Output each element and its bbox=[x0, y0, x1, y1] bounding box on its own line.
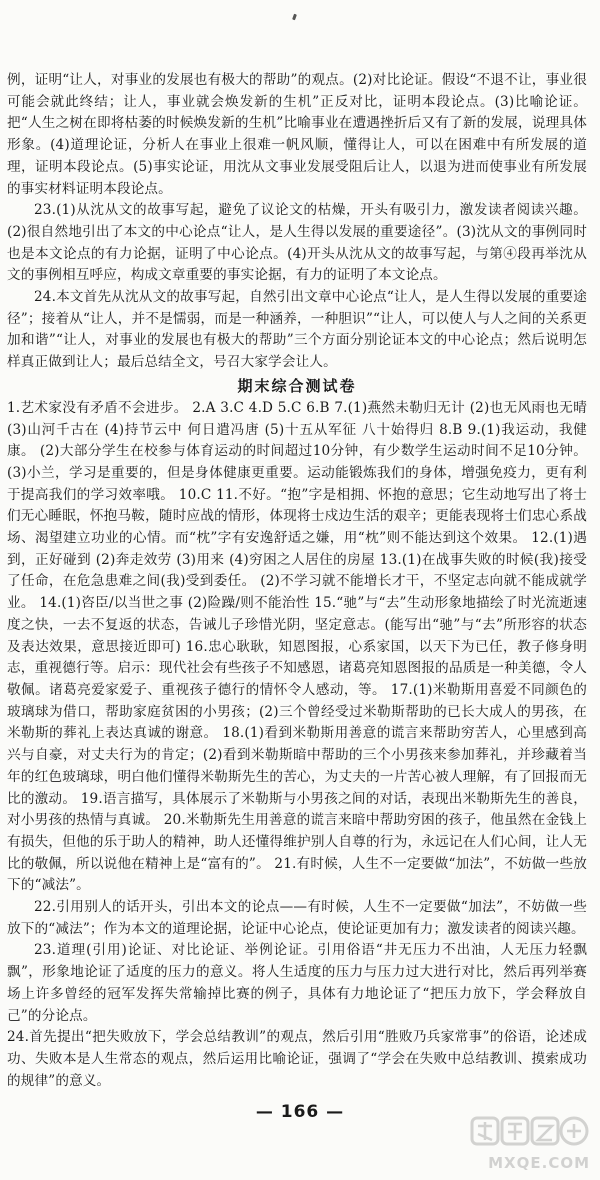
answer-paragraph: 23.(1)从沈从文的故事写起，避免了议论文的枯燥，开头有吸引力，激发读者阅读兴趣。(2)很自然地引出了本文的中心论点“让人，是人生得以发展的重要途径”。(3)沈从文的事例同时也是本文论点的有力论据，证明了中心论点。(4)开头从沈从文的故事写起，与第④段再举沈从文的事例相互呼应，构成文章重要的事实论据，有力的证明了本文论点。 bbox=[7, 202, 587, 284]
section-title: 期末综合测试卷 bbox=[237, 376, 357, 395]
watermark-text: MXQE.COM bbox=[488, 1154, 590, 1172]
stray-mark bbox=[292, 14, 297, 21]
answer-paragraph: 1.艺术家没有矛盾不会进步。 2.A 3.C 4.D 5.C 6.B 7.(1)燕然未勒归无计 (2)也无风雨也无晴 (3)山河千古在 (4)持节云中 何日遣冯唐 (5)十五从军征 八十始得归 8.B 9.(1)我运动，我健康。 (2)大部分学生在校参与体育运动的时间超过10分钟，有少数学生运动时间不足10分钟。 (3)小兰，学习是重要的，但是身体健康更重要。运动能锻炼我们的身体，增强免疫力，更有利于提高我们的学习效率哦。 10.C 11.不好。“抱”字是相拥、怀抱的意思；它生动地写出了将士们无心睡眠，怀抱马鞍，随时应战的情形，体现将士戍边生活的艰辛；更能表现将士们忠心系战场、渴望建立功业的心情。而“枕”字有安逸舒适之嫌，用“枕”则不能达到这个效果。 12.(1)遇到，正好碰到 (2)奔走效劳 (3)用来 (4)穷困之人居住的房屋 13.(1)在战事失败的时候(我)接受了任命，在危急患难之间(我)受到委任。 (2)不学习就不能增长才干，不坚定志向就不能成就学业。 14.(1)咨臣/以当世之事 (2)险躁/则不能治性 15.“驰”与“去”生动形象地描绘了时光流逝速度之快，一去不复返的状态，告诫儿子珍惜光阴，坚定意志。(能写出“驰”与“去”所形容的状态及表达效果，意思接近即可) 16.忠心耿耿，知恩图报，心系家国，以天下为已任，教子修身明志，重视德行等。启示：现代社会有些孩子不知感恩，诸葛亮知恩图报的品质是一种美德，令人敬佩。诸葛亮爱家爱子、重视孩子德行的情怀令人感动，等。 17.(1)米勒斯用喜爱不同颜色的玻璃球为借口，帮助家庭贫困的小男孩；(2)三个曾经受过米勒斯帮助的已长大成人的男孩，在米勒斯的葬礼上表达真诚的谢意。 18.(1)看到米勒斯用善意的谎言来帮助穷苦人，心里感到高兴与自豪，对丈夫行为的肯定；(2)看到米勒斯暗中帮助的三个小男孩来参加葬礼，并珍藏着当年的红色玻璃球，明白他们懂得米勒斯先生的苦心，为丈夫的一片苦心被人理解，有了回报而无比的激动。 19.语言描写，具体展示了米勒斯与小男孩之间的对话，表现出米勒斯先生的善良，对小男孩的热情与真诚。 20.米勒斯先生用善意的谎言来暗中帮助穷困的孩子，他虽然在金钱上有损失，但他的乐于助人的精神，助人还懂得维护别人自尊的行为，永远记在人们心间，让人无比的敬佩，所以说他在精神上是“富有的”。 21.有时候，人生不一定要做“加法”，不妨做一些放下的“减法”。 bbox=[7, 399, 587, 894]
answer-text-body bbox=[7, 70, 587, 1092]
answer-paragraph: 24.本文首先从沈从文的故事写起，自然引出文章中心论点“让人，是人生得以发展的重要途径”；接着从“让人，并不是懦弱，而是一种涵养，一种胆识”“让人，可以使人与人之间的关系更加和谐”“让人，对事业的发展也有极大的帮助”三个方面分别论证本文的中心论点；然后说明怎样真正做到让人；最后总结全文，号召大家学会让人。 bbox=[7, 289, 587, 371]
answer-paragraph: 23.道理(引用)论证、对比论证、举例论证。引用俗语“井无压力不出油，人无压力轻飘飘”，形象地论证了适度的压力的意义。将人生适度的压力与压力过大进行对比，然后再列举赛场上许多曾经的冠军发挥失常输掉比赛的例子，具体有力地论证了“把压力放下，学会释放自己”的分论点。 bbox=[7, 942, 587, 1024]
answer-paragraph: 例，证明“让人，对事业的发展也有极大的帮助”的观点。(2)对比论证。假设“不退不让，事业很可能会就此终结；让人，事业就会焕发新的生机”正反对比，证明本段论点。(3)比喻论证。把“人生之树在即将枯萎的时候焕发新的生机”比喻事业在遭遇挫折后又有了新的发展，说理具体形象。(4)道理论证，分析人在事业上很难一帆风顺，懂得让人，可以在困难中有所发展的道理，证明本段论点。(5)事实论证，用沈从文事业发展受阻后让人，以退为进而使事业有所发展的事实材料证明本段论点。 bbox=[7, 72, 587, 197]
watermark-logo-icon bbox=[470, 1114, 592, 1154]
answer-paragraph: 22.引用别人的话开头，引出本文的论点——有时候，人生不一定要做“加法”，不妨做一些放下的“减法”；作为本文的道理论据，论证中心论点，使论证更加有力；激发读者的阅读兴趣。 bbox=[7, 899, 587, 937]
answer-paragraph: 24.首先提出“把失败放下，学会总结教训”的观点，然后引用“胜败乃兵家常事”的俗语，论述成功、失败本是人生常态的观点，然后运用比喻论证，强调了“学会在失败中总结教训、摸索成功的规律”的意义。 bbox=[7, 1029, 587, 1089]
page-number: — 166 — bbox=[255, 1102, 345, 1122]
answer-site-logo-icon bbox=[470, 1114, 592, 1172]
